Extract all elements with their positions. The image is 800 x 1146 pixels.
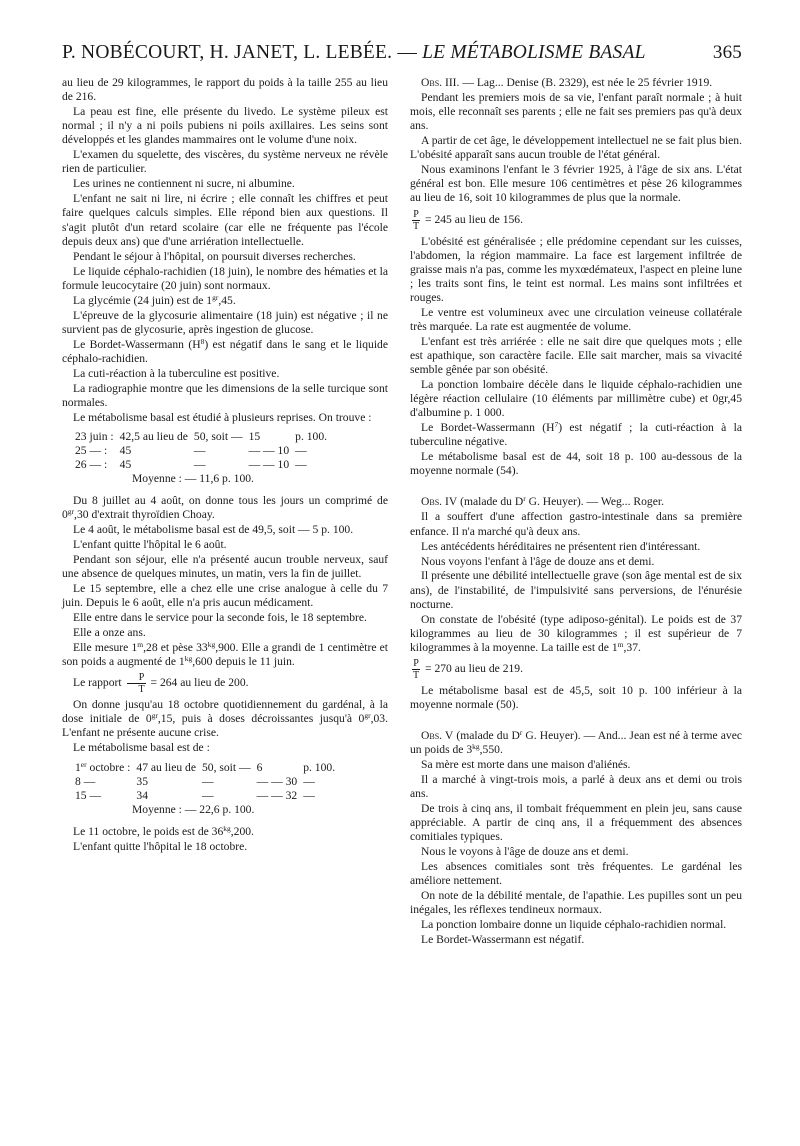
paragraph: [62, 338, 388, 366]
paragraph: L'épreuve de la glycosurie alimentaire (18 juin) est négative ; il ne survient pas de glycosurie, après ingestion de glucose.: [62, 308, 388, 336]
text: — Lag... Denise (B. 2329), est née le 25 février 1919.: [459, 76, 713, 89]
table-row: [72, 472, 330, 486]
fraction-denominator: T: [413, 220, 420, 232]
superscript: gr: [212, 292, 219, 302]
paragraph: Le métabolisme basal est de 45,5, soit 10 p. 100 inférieur à la moyenne normale (50).: [410, 683, 742, 712]
paragraph: Le 4 août, le métabolisme basal est de 49,5, soit — 5 p. 100.: [73, 523, 354, 537]
paragraph: Les absences comitiales sont très fréquentes. Le gardénal les améliore nettement.: [410, 860, 742, 888]
paragraph: [62, 825, 388, 839]
superscript: m: [617, 639, 624, 649]
table-cell: 45: [119, 457, 132, 471]
paragraph: Les antécédents héréditaires ne présentent rien d'intéressant.: [421, 539, 701, 553]
table-cell: 8 —: [75, 774, 96, 788]
paragraph: Le métabolisme basal est étudié à plusieurs reprises. On trouve :: [73, 410, 372, 424]
text: ) est négatif dans le sang et le liquide céphalo-rachidien.: [62, 337, 388, 365]
text: = 245 au lieu de 156.: [425, 212, 523, 226]
text: octobre :: [86, 760, 131, 774]
section-gap: [410, 479, 742, 495]
paragraph: L'enfant est très arriérée : elle ne sait dire que quelques mots ; elle est apathique, son caractère facile. Elle sait marcher, mais sa vivacité semble gênée par son obésité.: [410, 334, 742, 377]
text: = 264 au lieu de 200.: [150, 676, 249, 690]
superscript: kg: [207, 640, 216, 650]
superscript: 7: [554, 420, 559, 430]
superscript: r: [523, 494, 526, 504]
paragraph: Elle entre dans le service pour la seconde fois, le 18 septembre.: [73, 611, 367, 625]
observation-heading: [410, 495, 742, 509]
paragraph: De trois à cinq ans, il tombait fréquemment en plein jeu, sans cause appréciable. A partir de cinq ans, il a fréquemment des absences comitiales typiques.: [410, 802, 742, 844]
text: On constate de l'obésité (type adiposo-génital). Le poids est de 37 kilogrammes au lieu de 30 kilogrammes ; il est supérieur de 7 kilogrammes à la moyenne. La taille est de 1: [410, 612, 742, 654]
paragraph: Pendant le séjour à l'hôpital, on poursuit diverses recherches.: [73, 249, 356, 263]
paragraph: L'enfant ne sait ni lire, ni écrire ; elle connaît les chiffres et peut faire quelques calculs simples. Elle répond bien aux questions. Il s'agit plutôt d'un retard scolaire (car elle ne fréquente pas l'école depuis deux ans) que d'une arriération intellectuelle.: [62, 192, 388, 248]
paragraph: [62, 294, 388, 308]
paragraph: On note de la débilité mentale, de l'apathie. Les pupilles sont un peu inégales, les réflexes tendineux normaux.: [410, 889, 742, 917]
table-cell: [72, 761, 133, 775]
table-cell: — — 32: [256, 788, 298, 802]
table-cell: —: [295, 457, 307, 471]
table-cell: —: [201, 774, 214, 788]
paragraph: L'examen du squelette, des viscères, du système nerveux ne révèle rien de particulier.: [62, 148, 388, 176]
table-cell: —: [303, 788, 315, 802]
table-cell: 23 juin :: [75, 429, 114, 443]
obs-label: Obs. V: [421, 729, 454, 743]
text: ,30 d'extrait thyroïdien Choay.: [74, 508, 215, 522]
text: ,28 et pèse 33: [143, 641, 208, 655]
paragraph: au lieu de 29 kilogrammes, le rapport du poids à la taille 255 au lieu de 216.: [62, 76, 388, 104]
paragraph: La ponction lombaire décèle dans le liquide céphalo-rachidien une légère réaction cellulaire (10 éléments par millimètre cube) et 0gr,45 d'albumine p. 1 000.: [410, 378, 742, 420]
table-cell: 26 — :: [75, 457, 108, 471]
text: Le rapport: [73, 676, 122, 690]
text: G. Heuyer). — Weg... Roger.: [525, 495, 664, 509]
table-cell: —: [193, 457, 206, 471]
paragraph: L'obésité est généralisée ; elle prédomine cependant sur les cuisses, l'abdomen, la région mammaire. La face est largement infiltrée de graisse mais n'a pas, comme les myxœdémateux, l'aspect en pleine lune ; les traits sont fins, le teint est normal. Les mains sont infiltrées et rouges.: [410, 234, 742, 304]
page-number: 365: [712, 42, 742, 63]
table-cell: 50, soit —: [193, 429, 243, 443]
table-cell: —: [201, 788, 214, 802]
paragraph: Il présente une débilité intellectuelle grave (son âge mental est de six ans), de l'instabilité, de l'impulsivité sans perversions, de l'énurésie nocturne.: [410, 569, 742, 611]
paragraph: Nous le voyons à l'âge de douze ans et demi.: [421, 845, 629, 859]
table-cell: 35: [136, 774, 149, 788]
table-cell: —: [295, 443, 307, 457]
table-mean: Moyenne : — 22,6 p. 100.: [132, 802, 255, 816]
table-cell: 15 —: [75, 788, 102, 802]
header-title: LE MÉTABOLISME BASAL: [422, 42, 646, 63]
header-authors: [62, 42, 646, 64]
paragraph: Le métabolisme basal est de :: [73, 741, 210, 755]
text: 1: [75, 760, 81, 774]
ratio-line: [410, 658, 742, 681]
table-cell: —: [193, 443, 206, 457]
text: G. Heuyer). — And... Jean est né à terme avec un poids de 3: [410, 729, 742, 757]
table-cell: 34: [136, 788, 149, 802]
table-row: [72, 444, 330, 458]
paragraph: Nous voyons l'enfant à l'âge de douze ans et demi.: [421, 554, 655, 568]
ratio-line: [410, 209, 742, 232]
fraction-denominator: T: [138, 684, 145, 696]
table-cell: 42,5 au lieu de: [119, 429, 188, 443]
paragraph: L'enfant quitte l'hôpital le 6 août.: [73, 538, 227, 551]
table-cell: p. 100.: [303, 760, 336, 774]
measurement-table-1: [72, 430, 330, 486]
table-cell: 6: [256, 760, 263, 774]
paragraph: [62, 641, 388, 669]
fraction-numerator: P: [127, 672, 146, 684]
table-cell: p. 100.: [295, 429, 328, 443]
table-cell: 45: [119, 443, 132, 457]
text: ,900. Elle a grandi de 1 centimètre et son poids a augmenté de 1: [62, 641, 388, 669]
fraction-denominator: T: [413, 669, 420, 681]
table-mean: Moyenne : — 11,6 p. 100.: [132, 471, 254, 485]
text: ) est négatif ; la cuti-réaction à la tuberculine négative.: [410, 421, 742, 449]
paragraph: [410, 613, 742, 655]
paragraph: A partir de cet âge, le développement intellectuel ne se fait plus bien. L'obésité apparaît sans aucun trouble de l'état général.: [410, 134, 742, 162]
section-gap: [410, 713, 742, 729]
text: ,37.: [623, 640, 641, 654]
superscript: er: [80, 759, 87, 769]
paragraph: Le liquide céphalo-rachidien (18 juin), le nombre des hématies et la formule leucocytaire (20 juin) sont normaux.: [62, 264, 388, 292]
table-cell: 15: [248, 429, 261, 443]
paragraph: Pendant les premiers mois de sa vie, l'enfant paraît normale ; à huit mois, elle reconnaît ses parents ; elle ne fait ses premiers pas qu'à deux ans.: [410, 90, 742, 133]
superscript: gr: [364, 711, 371, 721]
table-row: [72, 775, 338, 789]
text: ,600 depuis le 11 juin.: [192, 655, 295, 669]
table-cell: — — 10: [248, 457, 290, 471]
paragraph: Sa mère est morte dans une maison d'aliénés.: [421, 758, 631, 772]
superscript: m: [137, 640, 144, 650]
text: ,550.: [479, 743, 503, 757]
ratio-fraction: [127, 672, 146, 695]
table-row: [72, 803, 338, 817]
paragraph: La peau est fine, elle présente du livedo. Le système pileux est normal ; il n'y a ni poils pubiens ni poils axillaires. Les seins sont développés et les glandes mammaires ont le volume d'une noix.: [62, 105, 388, 147]
running-header: [62, 42, 742, 64]
text: (malade du D: [457, 495, 524, 509]
paragraph: [62, 698, 388, 740]
paragraph: La ponction lombaire donne un liquide céphalo-rachidien normal.: [421, 918, 727, 932]
paragraph: Le ventre est volumineux avec une circulation veineuse collatérale très marquée. La rate est augmentée de volume.: [410, 305, 742, 333]
text: Du 8 juillet au 4 août, on donne tous les jours un comprimé de 0: [62, 493, 388, 522]
paragraph: Le métabolisme basal est de 44, soit 18 p. 100 au-dessous de la moyenne normale (54).: [410, 450, 742, 478]
observation-heading: [410, 729, 742, 757]
text: On donne jusqu'au 18 octobre quotidiennement du gardénal, à la dose initiale de 0: [62, 698, 388, 726]
table-cell: 47 au lieu de: [136, 760, 196, 774]
text: ,15, puis à doses décroissantes jusqu'à 0: [157, 712, 365, 726]
paragraph: La radiographie montre que les dimensions de la selle turcique sont normales.: [62, 381, 388, 409]
superscript: kg: [184, 654, 193, 664]
obs-label: Obs. III.: [421, 76, 460, 89]
authors: P. NOBÉCOURT, H. JANET, L. LEBÉE.: [62, 42, 393, 63]
paragraph: Le Bordet-Wassermann est négatif.: [421, 933, 585, 947]
ratio-fraction: [412, 209, 420, 232]
paragraph: La cuti-réaction à la tuberculine est positive.: [73, 366, 280, 380]
paragraph: Elle a onze ans.: [73, 626, 146, 640]
paragraph: [410, 421, 742, 449]
superscript: gr: [67, 507, 75, 517]
superscript: 8: [200, 336, 205, 346]
header-dash: —: [397, 42, 418, 63]
text: ,45.: [218, 293, 236, 307]
fraction-numerator: P: [413, 657, 419, 669]
superscript: r: [519, 728, 523, 738]
table-row: [72, 761, 338, 775]
paragraph: Il a souffert d'une affection gastro-intestinale dans sa première enfance. Il n'a marché qu'à deux ans.: [410, 510, 742, 538]
paragraph: Le 15 septembre, elle a chez elle une crise analogue à celle du 7 juin. Depuis le 6 août, elle n'a pris aucun médicament.: [62, 582, 388, 610]
table-cell: — — 30: [256, 774, 298, 788]
text: Elle mesure 1: [73, 641, 138, 655]
table-cell: 50, soit —: [201, 760, 251, 774]
paragraph: Pendant son séjour, elle n'a présenté aucun trouble nerveux, sauf une absence de quelques minutes, un matin, vers la fin de juillet.: [62, 552, 388, 581]
text: Le Bordet-Wassermann (H: [73, 337, 201, 351]
table-row: [72, 789, 338, 803]
text: = 270 au lieu de 219.: [425, 662, 523, 676]
obs-label: Obs. IV: [421, 495, 458, 509]
superscript: kg: [223, 823, 231, 833]
left-column: [62, 76, 388, 855]
text: ,200.: [230, 824, 254, 838]
ratio-line: [62, 672, 388, 695]
table-cell: 25 — :: [75, 443, 108, 457]
table-cell: —: [303, 774, 315, 788]
fraction-numerator: P: [413, 208, 419, 220]
table-cell: — — 10: [248, 443, 290, 457]
text: Le Bordet-Wassermann (H: [421, 421, 555, 435]
observation-heading: [410, 76, 742, 90]
text: La glycémie (24 juin) est de 1: [73, 293, 213, 307]
paragraph: L'enfant quitte l'hôpital le 18 octobre.: [73, 839, 248, 853]
right-column: [410, 76, 742, 948]
text: (malade du D: [453, 729, 520, 743]
table-row: [72, 430, 330, 444]
superscript: kg: [472, 742, 480, 752]
ratio-fraction: [412, 658, 420, 681]
paragraph: Nous examinons l'enfant le 3 février 1925, à l'âge de six ans. L'état général est bon. Elle mesure 106 centimètres et pèse 26 kilogrammes au lieu de 16, soit 10 kilogrammes de plus que la normale.: [410, 163, 742, 205]
paragraph: [62, 494, 388, 522]
superscript: gr: [151, 711, 158, 721]
table-row: [72, 458, 330, 472]
measurement-table-2: [72, 761, 338, 817]
paragraph: Les urines ne contiennent ni sucre, ni albumine.: [73, 177, 295, 191]
paragraph: Il a marché à vingt-trois mois, a parlé à deux ans et demi ou trois ans.: [410, 773, 742, 801]
text: ,03. L'enfant ne présente aucune crise.: [62, 712, 388, 740]
text: Le 11 octobre, le poids est de 36: [73, 824, 224, 838]
